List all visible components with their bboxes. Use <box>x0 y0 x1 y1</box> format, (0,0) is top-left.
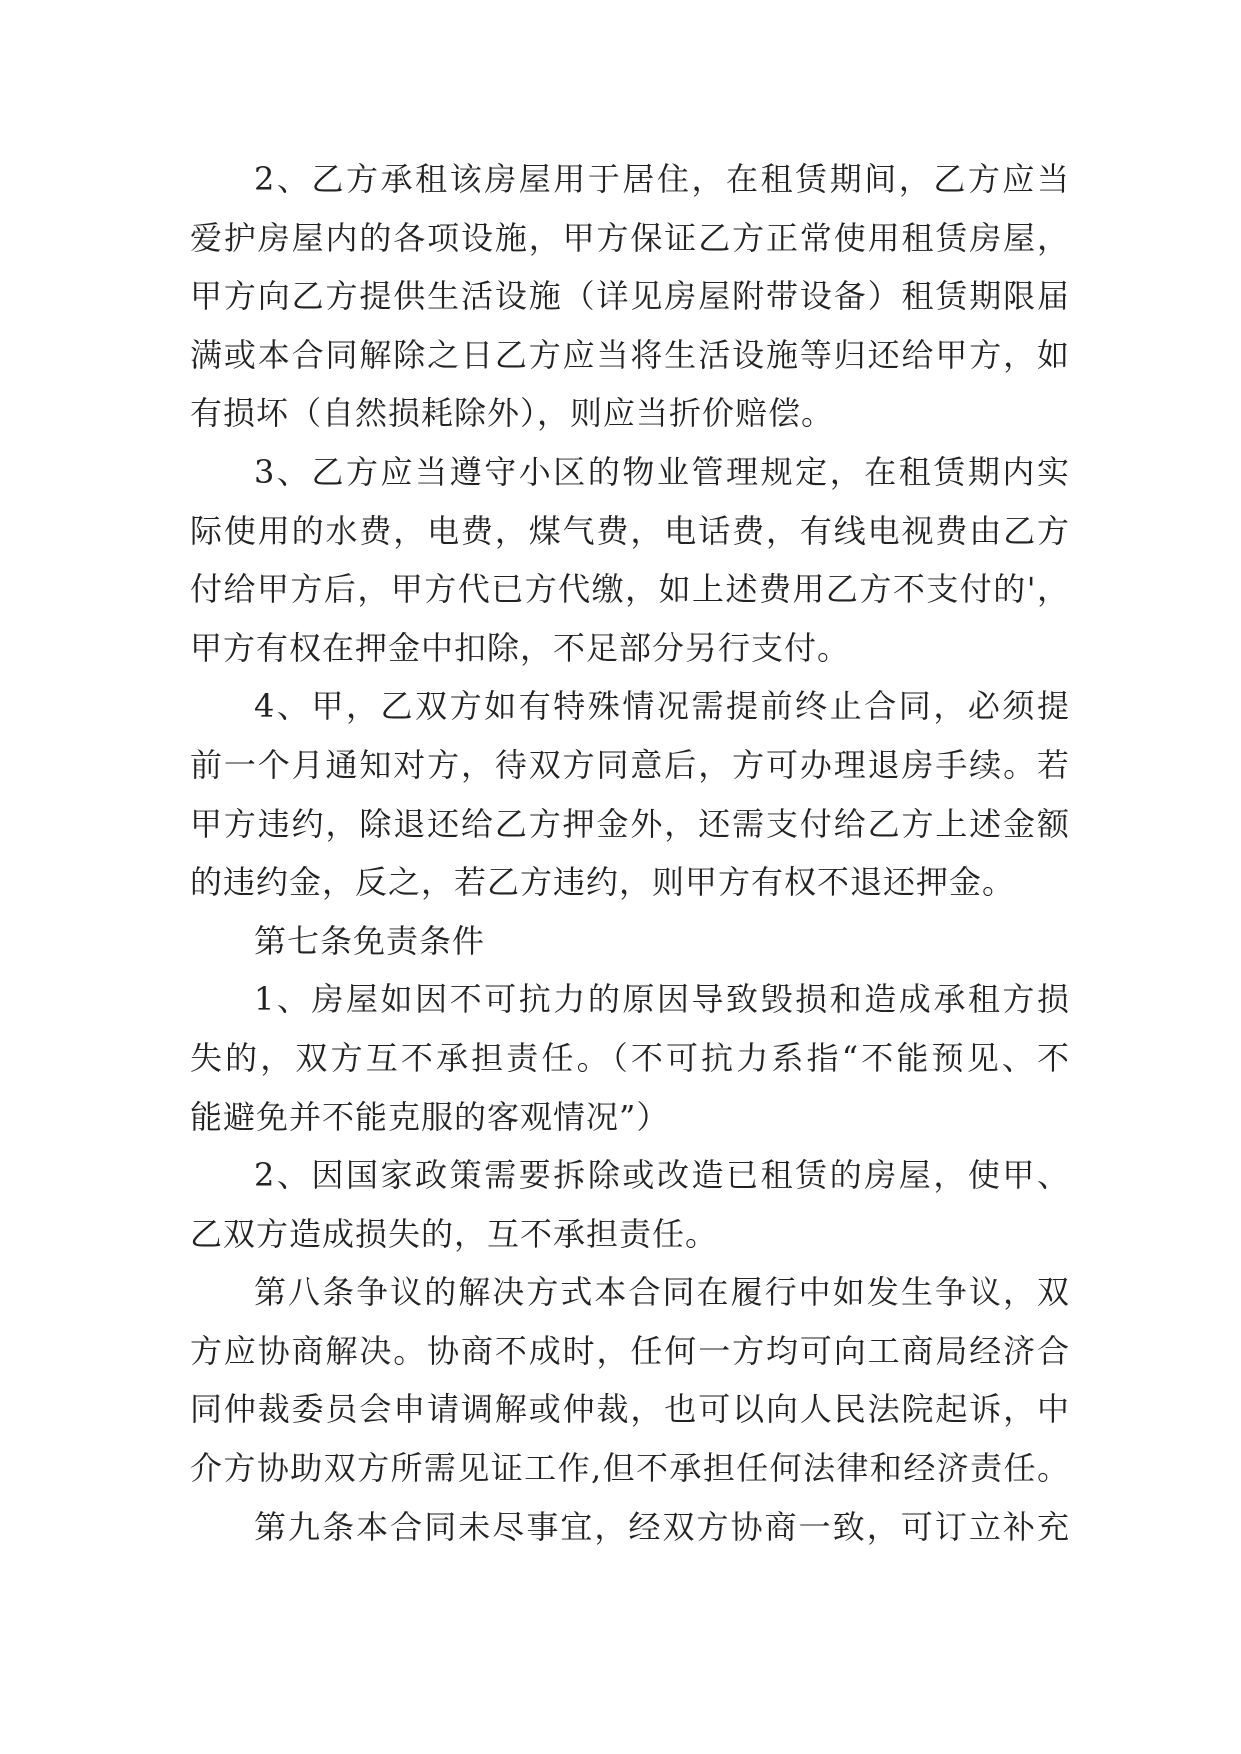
contract-text <box>190 150 1070 1556</box>
paragraph-line: 爱护房屋内的各项设施，甲方保证乙方正常使用租赁房屋， <box>190 218 1070 257</box>
paragraph-line: 第八条争议的解决方式本合同在履行中如发生争议，双 <box>254 1273 1070 1312</box>
paragraph-line: 的违约金，反之，若乙方违约，则甲方有权不退还押金。 <box>190 863 1016 902</box>
paragraph-line: 甲方违约，除退还给乙方押金外，还需支付给乙方上述金额 <box>190 804 1070 843</box>
paragraph-line: 方应协商解决。协商不成时，任何一方均可向工商局经济合 <box>190 1331 1070 1370</box>
paragraph-line: 能避免并不能克服的客观情况”） <box>190 1097 670 1136</box>
paragraph-line: 前一个月通知对方，待双方同意后，方可办理退房手续。若 <box>190 745 1070 784</box>
paragraph-line: 同仲裁委员会申请调解或仲裁，也可以向人民法院起诉，中 <box>190 1390 1070 1429</box>
section-heading: 第七条免责条件 <box>254 921 486 960</box>
paragraph-line: 付给甲方后，甲方代已方代缴，如上述费用乙方不支付的'， <box>190 570 1070 609</box>
paragraph-line: 介方协助双方所需见证工作,但不承担任何法律和经济责任。 <box>190 1449 1070 1488</box>
paragraph-line: 满或本合同解除之日乙方应当将生活设施等归还给甲方，如 <box>190 335 1070 374</box>
paragraph-line: 第九条本合同未尽事宜，经双方协商一致，可订立补充 <box>254 1507 1070 1546</box>
paragraph-line: 失的，双方互不承担责任。（不可抗力系指“不能预见、不 <box>190 1038 1070 1077</box>
paragraph-line: 1、房屋如因不可抗力的原因导致毁损和造成承租方损 <box>254 980 1070 1019</box>
paragraph-line: 2、乙方承租该房屋用于居住，在租赁期间，乙方应当 <box>254 160 1070 198</box>
paragraph-line: 4、甲，乙双方如有特殊情况需提前终止合同，必须提 <box>254 687 1070 726</box>
paragraph-line: 有损坏（自然损耗除外），则应当折价赔偿。 <box>190 394 835 433</box>
paragraph-line: 2、因国家政策需要拆除或改造已租赁的房屋，使甲、 <box>254 1156 1070 1195</box>
paragraph-line: 3、乙方应当遵守小区的物业管理规定，在租赁期内实 <box>254 452 1070 491</box>
paragraph-line: 甲方向乙方提供生活设施（详见房屋附带设备）租赁期限届 <box>190 277 1070 316</box>
paragraph-line: 乙双方造成损失的，互不承担责任。 <box>190 1214 719 1253</box>
paragraph-line: 甲方有权在押金中扣除，不足部分另行支付。 <box>190 628 851 667</box>
paragraph-line: 际使用的水费，电费，煤气费，电话费，有线电视费由乙方 <box>190 511 1070 550</box>
